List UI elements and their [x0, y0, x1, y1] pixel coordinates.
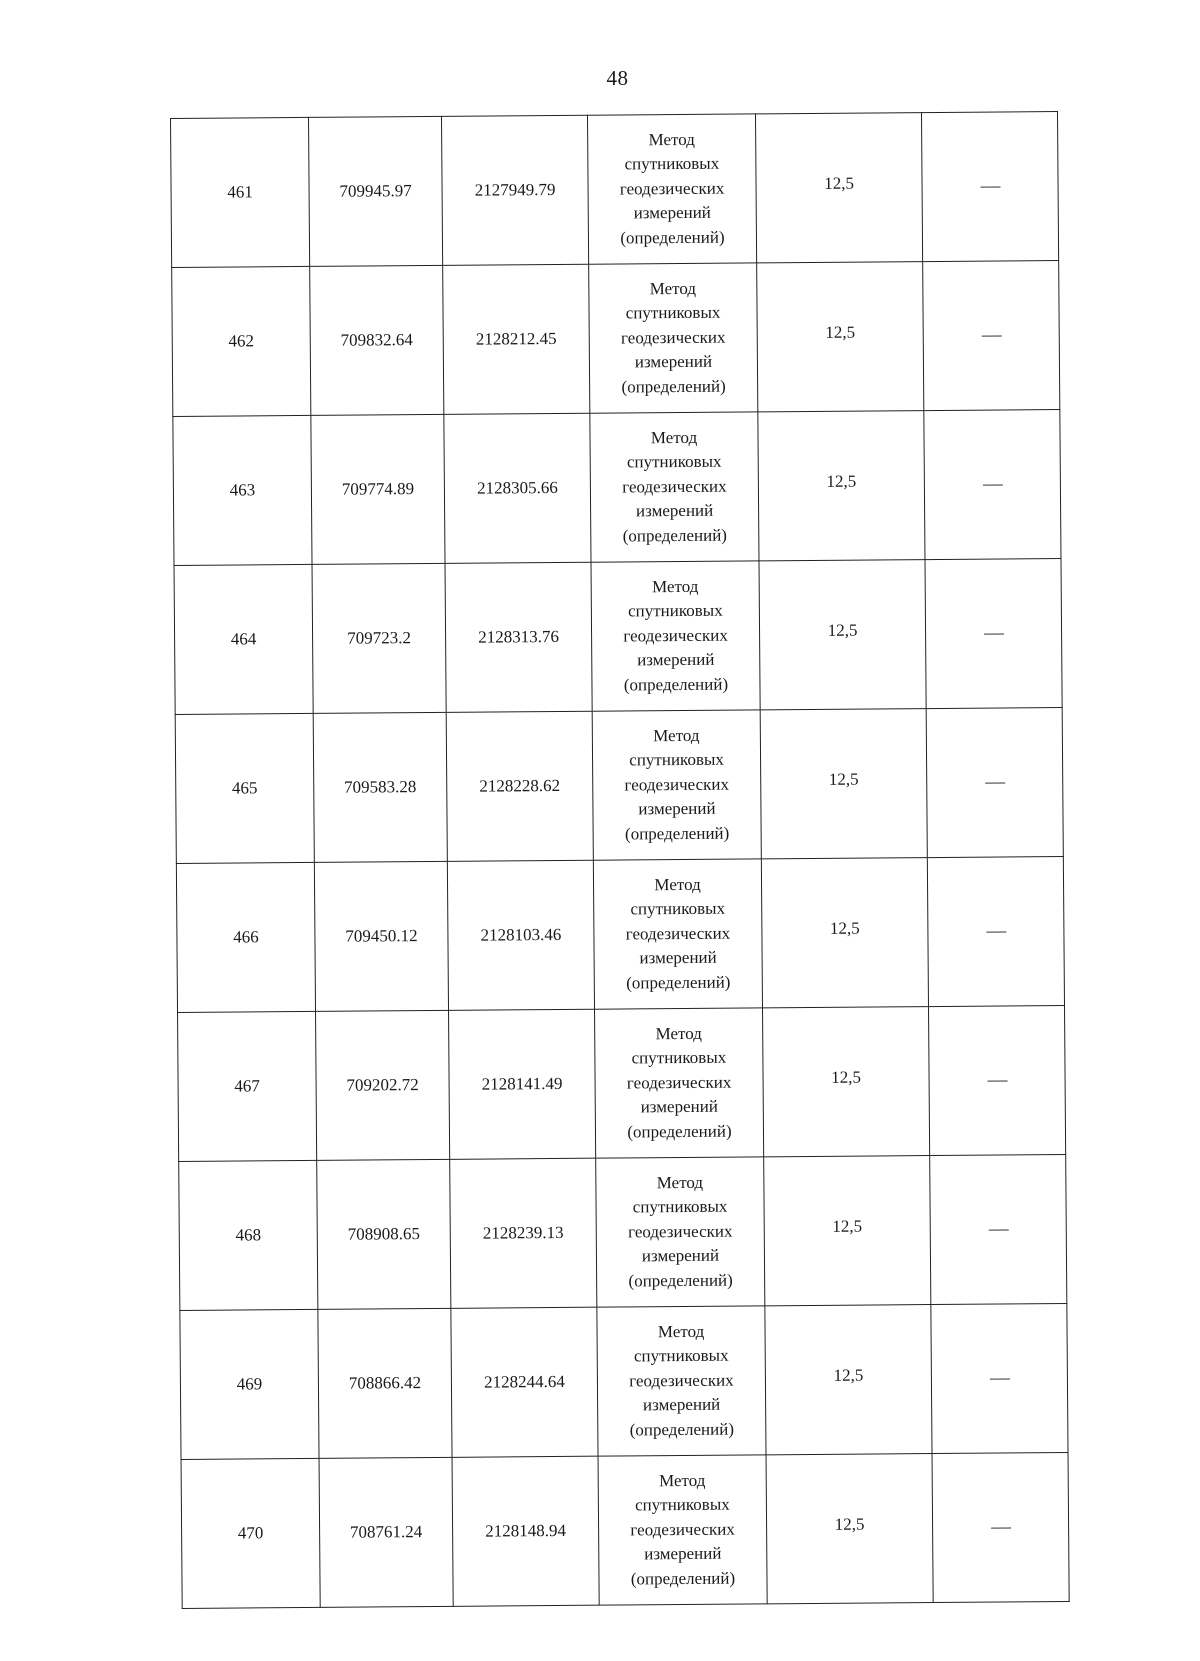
dash-mark [985, 783, 1005, 784]
dash-mark [982, 485, 1002, 486]
dash-mark [980, 187, 1000, 188]
method-line: (определений) [626, 972, 731, 993]
x-coordinate-cell: 709774.89 [311, 414, 445, 564]
method-line: измерений [637, 649, 715, 670]
method-cell [595, 1008, 764, 1158]
dash-mark [984, 634, 1004, 635]
method-line: измерений [635, 500, 714, 521]
y-coordinate-cell: 2128148.94 [452, 1456, 599, 1606]
method-line: геодезических [623, 625, 728, 646]
dash-cell [932, 1452, 1069, 1602]
method-line: измерений [638, 798, 716, 819]
method-line: геодезических [626, 1072, 732, 1093]
method-line: геодезических [624, 774, 730, 795]
y-coordinate-cell: 2128141.49 [449, 1009, 596, 1159]
method-line: спутниковых [629, 749, 724, 770]
method-line: измерений [634, 352, 713, 372]
dash-cell [923, 261, 1060, 411]
method-line: (определений) [624, 823, 730, 844]
dash-cell [929, 1006, 1066, 1156]
method-cell [597, 1306, 766, 1456]
dash-cell [924, 410, 1061, 560]
dash-mark [981, 336, 1001, 337]
table-row [178, 1006, 1066, 1162]
table-row [180, 1303, 1068, 1459]
dash-cell [926, 708, 1063, 858]
method-line: (определений) [623, 674, 729, 695]
dash-mark [987, 1081, 1007, 1082]
method-line: геодезических [625, 923, 731, 944]
method-line: спутниковых [625, 302, 721, 323]
x-coordinate-cell: 709450.12 [314, 861, 448, 1011]
method-cell [598, 1455, 767, 1605]
method-line: спутниковых [628, 600, 723, 621]
dash-mark [989, 1379, 1009, 1380]
method-line: спутниковых [635, 1494, 730, 1515]
precision-cell: 12,5 [757, 262, 924, 412]
dash-cell [925, 559, 1062, 709]
point-number-cell: 463 [173, 415, 312, 565]
method-cell [592, 710, 761, 860]
y-coordinate-cell: 2128212.45 [443, 264, 590, 414]
precision-cell: 12,5 [761, 858, 928, 1008]
point-number-cell: 468 [179, 1160, 318, 1310]
dash-cell [921, 112, 1058, 262]
method-line: геодезических [619, 178, 725, 199]
dash-mark [988, 1230, 1008, 1231]
x-coordinate-cell: 709723.2 [312, 563, 446, 713]
precision-cell: 12,5 [760, 709, 927, 859]
y-coordinate-cell: 2128244.64 [451, 1307, 598, 1457]
precision-cell: 12,5 [766, 1454, 933, 1604]
method-line: Метод [654, 874, 701, 894]
coordinates-table [170, 111, 1070, 1609]
method-cell [591, 561, 760, 711]
precision-cell: 12,5 [763, 1007, 930, 1157]
y-coordinate-cell: 2128313.76 [445, 562, 592, 712]
method-line: (определений) [627, 1121, 732, 1142]
method-line: Метод [658, 1470, 706, 1490]
y-coordinate-cell: 2128103.46 [447, 860, 594, 1010]
precision-cell: 12,5 [764, 1156, 931, 1306]
method-cell [593, 859, 762, 1009]
table-row [181, 1452, 1069, 1608]
method-line: измерений [639, 947, 717, 968]
method-line: (определений) [628, 1270, 733, 1291]
table-row [175, 708, 1063, 864]
method-line: измерений [640, 1096, 718, 1117]
table-row [171, 112, 1059, 268]
method-line: Метод [653, 725, 700, 745]
dash-cell [927, 857, 1064, 1007]
point-number-cell: 469 [180, 1309, 319, 1459]
point-number-cell: 464 [174, 564, 313, 714]
method-line: геодезических [629, 1370, 734, 1391]
point-number-cell: 465 [175, 713, 314, 863]
precision-cell: 12,5 [758, 411, 925, 561]
table-body [171, 112, 1070, 1609]
table-row [176, 857, 1064, 1013]
dash-mark [986, 932, 1006, 933]
method-line: спутниковых [624, 153, 720, 174]
method-line: спутниковых [631, 1047, 727, 1068]
method-line: измерений [633, 203, 711, 223]
method-line: Метод [657, 1321, 705, 1341]
table-row [172, 261, 1060, 417]
method-line: Метод [655, 1023, 702, 1043]
method-line: спутниковых [630, 898, 726, 919]
point-number-cell: 470 [181, 1458, 320, 1608]
method-cell [596, 1157, 765, 1307]
method-line: Метод [651, 576, 699, 596]
point-number-cell: 462 [172, 266, 311, 416]
method-cell [590, 412, 759, 562]
method-line: (определений) [622, 525, 727, 546]
precision-cell: 12,5 [755, 113, 922, 263]
precision-cell: 12,5 [759, 560, 926, 710]
x-coordinate-cell: 709945.97 [308, 116, 442, 266]
method-line: измерений [642, 1394, 721, 1415]
y-coordinate-cell: 2128228.62 [446, 711, 593, 861]
method-line: спутниковых [626, 451, 722, 472]
method-line: Метод [656, 1172, 704, 1192]
method-line: геодезических [622, 476, 727, 497]
method-line: спутниковых [633, 1345, 729, 1366]
method-line: Метод [649, 278, 697, 298]
method-line: Метод [650, 427, 698, 447]
point-number-cell: 467 [178, 1011, 317, 1161]
precision-cell: 12,5 [765, 1305, 932, 1455]
point-number-cell: 466 [176, 862, 315, 1012]
method-line: геодезических [620, 327, 726, 348]
page-number: 48 [606, 66, 629, 90]
table-row [174, 559, 1062, 715]
point-number-cell: 461 [171, 117, 310, 267]
method-line: (определений) [621, 376, 726, 397]
method-line: измерений [641, 1245, 720, 1266]
method-line: (определений) [630, 1568, 736, 1589]
method-line: геодезических [630, 1519, 735, 1540]
y-coordinate-cell: 2128239.13 [450, 1158, 597, 1308]
x-coordinate-cell: 708866.42 [318, 1308, 452, 1458]
x-coordinate-cell: 709202.72 [316, 1010, 450, 1160]
method-line: (определений) [620, 227, 725, 248]
x-coordinate-cell: 708761.24 [319, 1457, 453, 1607]
dash-mark [991, 1528, 1011, 1529]
dash-cell [931, 1303, 1068, 1453]
method-cell [589, 263, 758, 413]
method-line: спутниковых [632, 1196, 728, 1217]
dash-cell [930, 1154, 1067, 1304]
method-line: Метод [648, 129, 695, 149]
y-coordinate-cell: 2127949.79 [441, 115, 588, 265]
method-line: (определений) [629, 1419, 735, 1440]
method-cell [587, 114, 756, 264]
method-line: геодезических [627, 1221, 733, 1242]
method-line: измерений [644, 1543, 722, 1564]
y-coordinate-cell: 2128305.66 [444, 413, 591, 563]
table-row [173, 410, 1061, 566]
table-row [179, 1154, 1067, 1310]
x-coordinate-cell: 709832.64 [310, 265, 444, 415]
x-coordinate-cell: 709583.28 [313, 712, 447, 862]
x-coordinate-cell: 708908.65 [317, 1159, 451, 1309]
